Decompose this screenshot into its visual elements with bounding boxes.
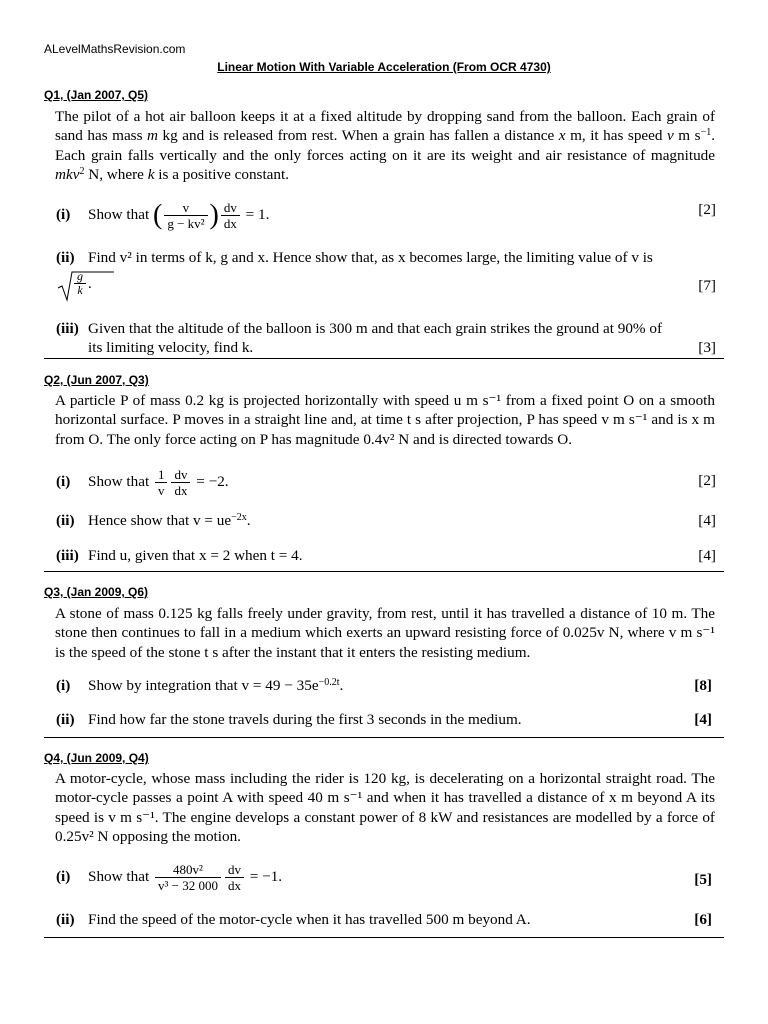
mark: [6] [694, 911, 712, 928]
mark: [2] [698, 201, 716, 218]
document-title: Linear Motion With Variable Acceleration (From OCR 4730) [217, 60, 551, 74]
q1-part-iii: (iii) Given that the altitude of the balloon is 300 m and that each grain strikes the ground at 90% of its limiting velocity, find k. [3] [56, 320, 716, 357]
q2-part-iii: (iii) Find u, given that x = 2 when t = 4. [4] [56, 547, 716, 564]
q2-part-ii: (ii) Hence show that $v = ue^{-2x}$. [4] [56, 512, 716, 529]
q3-heading: Q3, (Jan 2009, Q6) [44, 585, 149, 599]
q1-part-ii: (ii) Find v² in terms of k, g and x. Hence show that, as x becomes large, the limiting value of v is [56, 249, 653, 266]
q3-stem: A stone of mass 0.125 kg falls freely under gravity, from rest, until it has travelled a distance of 10 m. The stone then continues to fall in a medium which exerts an upward resisting force of 0.025v N, where v m s⁻¹ is the speed of the stone t s after the instant that it enters the resisting medium. [55, 605, 715, 661]
site-name: ALevelMathsRevision.com [44, 42, 186, 56]
q1-heading: Q1, (Jan 2007, Q5) [44, 88, 149, 102]
q3-part-i: (i) Show by integration that $v = 49 - 35e^{-0.2t}$. [8] [56, 677, 712, 694]
mark: [5] [694, 871, 712, 888]
mark: [4] [694, 711, 712, 728]
q2-heading: Q2, (Jun 2007, Q3) [44, 373, 149, 387]
mark: [4] [698, 512, 716, 529]
q3-part-ii: (ii) Find how far the stone travels during the first 3 seconds in the medium. [4] [56, 711, 712, 728]
mark: [7] [698, 277, 716, 294]
q4-part-ii: (ii) Find the speed of the motor-cycle when it has travelled 500 m beyond A. [6] [56, 911, 712, 928]
q2-part-i: (i) Show that $\frac{1}{v}$ $\frac{dv}{dx}$ = −2. [2] [56, 467, 716, 498]
mark: [4] [698, 547, 716, 564]
q4-stem: A motor-cycle, whose mass including the rider is 120 kg, is decelerating on a horizontal straight road. The motor-cycle passes a point A with speed 40 m s⁻¹ and when it has travelled a distance of x m beyond A its speed is v m s⁻¹. The engine develops a constant power of 8 kW and resistances are modelled by a force of 0.25v² N opposing the motion. [55, 770, 715, 845]
divider [44, 571, 724, 572]
q2-stem: A particle P of mass 0.2 kg is projected horizontally with speed u m s⁻¹ from a fixed point O on a smooth horizontal surface. P moves in a straight line and, at time t s after projection, P has speed v m s⁻¹ and is x m from O. The only force acting on P has magnitude 0.4v² N and is directed towards O. [55, 392, 715, 448]
q1-part-i: (i) Show that ( $\frac{v}{\text{g − kv²}}$ ) $\frac{dv}{dx}$ = 1. [2] [56, 199, 716, 231]
q1-part-ii-cont: $\frac{g}{k}$ . [7] [56, 270, 716, 304]
sqrt-g-over-k: $\frac{g}{k}$ [56, 270, 88, 297]
mark: [2] [698, 472, 716, 489]
divider [44, 358, 724, 359]
q4-heading: Q4, (Jun 2009, Q4) [44, 751, 149, 765]
divider [44, 737, 724, 738]
mark: [3] [698, 339, 716, 356]
divider [44, 937, 724, 938]
q1-stem: The pilot of a hot air balloon keeps it at a fixed altitude by dropping sand from the balloon. Each grain of sand has mass m kg and is released from rest. When a grain has fallen a distance x m, it has speed v m $s^{-1}$. Each grain falls vertically and the only forces acting on it are its weight and air resistance of magnitude mkv$^2$ N, where k is a positive constant. [55, 108, 715, 183]
q4-part-i: (i) Show that $\frac{\text{480v²}}{\text{v³ − 32 000}}$ $\frac{dv}{dx}$ = −1. [5] [56, 862, 712, 893]
mark: [8] [694, 677, 712, 694]
